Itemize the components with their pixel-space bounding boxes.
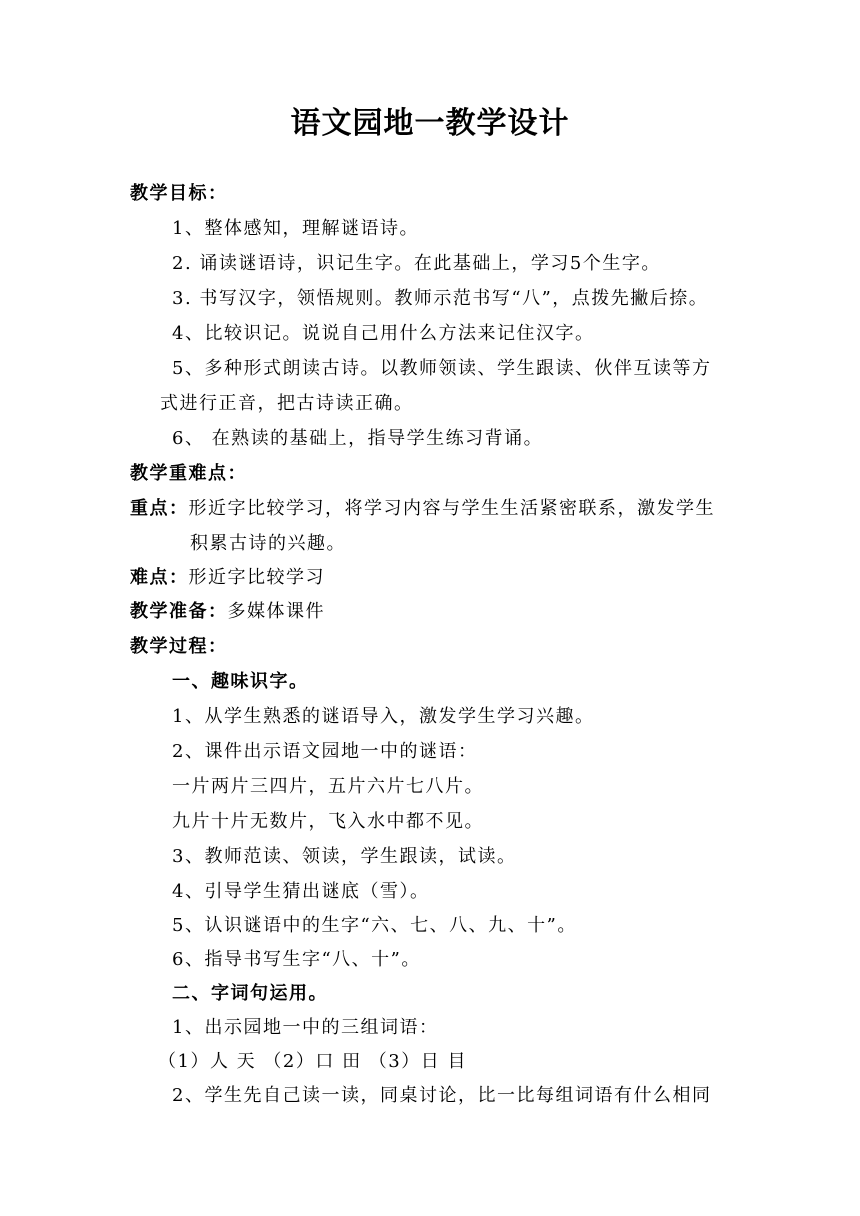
riddle-line: 九片十片无数片，飞入水中都不见。 <box>172 811 484 832</box>
key-point-continuation: 积累古诗的兴趣。 <box>190 533 346 554</box>
hard-point-label: 难点： <box>130 567 189 588</box>
word-groups-line: （1）人 天 （2）口 田 （3）日 目 <box>158 1051 467 1072</box>
hard-point-text: 形近字比较学习 <box>188 567 325 588</box>
process-line: 2、课件出示语文园地一中的谜语： <box>172 741 478 762</box>
process-heading: 教学过程： <box>130 636 228 657</box>
process-line: 4、引导学生猜出谜底（雪）。 <box>172 881 430 902</box>
process-line: 2、学生先自己读一读，同桌讨论，比一比每组词语有什么相同 <box>172 1085 712 1106</box>
process-line: 5、认识谜语中的生字“六、七、八、九、十”。 <box>172 915 577 936</box>
process-line: 3、教师范读、领读，学生跟读，试读。 <box>172 846 517 867</box>
preparation-text: 多媒体课件 <box>227 601 325 622</box>
process-line: 6、指导书写生字“八、十”。 <box>172 949 421 970</box>
riddle-line: 一片两片三四片，五片六片七八片。 <box>172 776 484 797</box>
objective-item: 4、比较识记。说说自己用什么方法来记住汉字。 <box>172 323 595 344</box>
section-title: 一、趣味识字。 <box>172 671 309 692</box>
key-point-label: 重点： <box>130 498 189 519</box>
process-line: 1、出示园地一中的三组词语： <box>172 1017 439 1038</box>
objective-item: 1、整体感知，理解谜语诗。 <box>172 218 419 239</box>
objective-item: 3. 书写汉字，领悟规则。教师示范书写“八”，点拨先撇后捺。 <box>172 288 709 309</box>
objectives-heading: 教学目标： <box>130 183 228 204</box>
hard-point-line <box>130 566 325 590</box>
objective-item-continuation: 式进行正音，把古诗读正确。 <box>160 393 414 414</box>
page-title: 语文园地一教学设计 <box>290 106 570 141</box>
section-title: 二、字词句运用。 <box>172 983 328 1004</box>
key-point-text: 形近字比较学习，将学习内容与学生生活紧密联系，激发学生 <box>188 498 715 519</box>
difficulties-heading: 教学重难点： <box>130 463 247 484</box>
objective-item: 6、 在熟读的基础上，指导学生练习背诵。 <box>172 428 544 449</box>
preparation-label: 教学准备： <box>130 601 228 622</box>
key-point-line <box>130 497 715 521</box>
preparation-line <box>130 600 325 624</box>
process-line: 1、从学生熟悉的谜语导入，激发学生学习兴趣。 <box>172 706 595 727</box>
objective-item: 5、多种形式朗读古诗。以教师领读、学生跟读、伙伴互读等方 <box>172 358 712 379</box>
objective-item: 2. 诵读谜语诗，识记生字。在此基础上，学习5个生字。 <box>172 253 661 274</box>
